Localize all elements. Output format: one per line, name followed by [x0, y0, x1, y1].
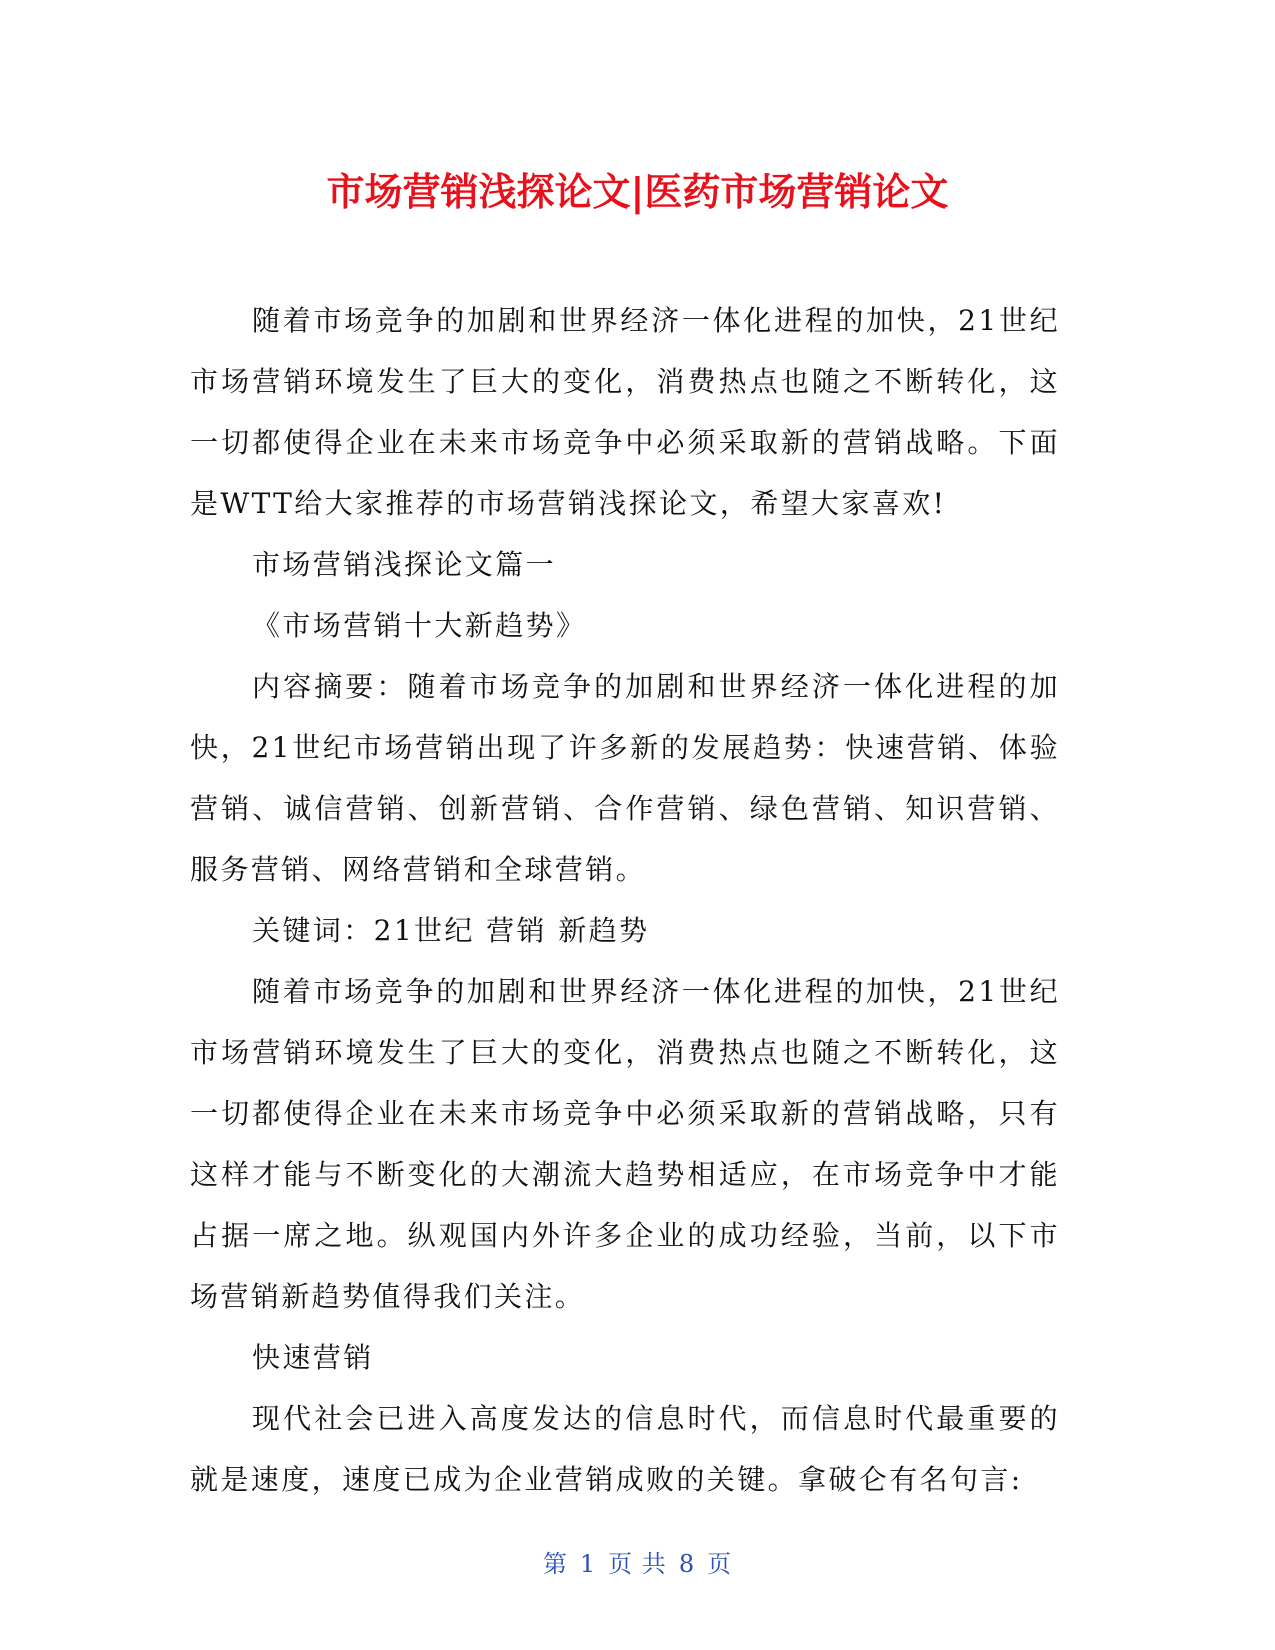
paragraph-keywords: 关键词：21世纪 营销 新趋势	[252, 914, 650, 947]
footer-total-pages: 8	[678, 1550, 696, 1578]
article-title: 《市场营销十大新趋势》	[252, 609, 587, 642]
footer-current-page: 1	[579, 1550, 597, 1578]
section-heading: 市场营销浅探论文篇一	[252, 548, 557, 581]
footer-middle: 页 共	[608, 1550, 667, 1578]
paragraph-intro: 随着市场竞争的加剧和世界经济一体化进程的加快，21世纪市场营销环境发生了巨大的变化，消费热点也随之不断转化，这一切都使得企业在未来市场竞争中必须采取新的营销战略。下面是WTT给大家推荐的市场营销浅探论文，希望大家喜欢!	[190, 304, 1060, 520]
footer-prefix: 第	[542, 1550, 568, 1578]
paragraph-body: 随着市场竞争的加剧和世界经济一体化进程的加快，21世纪市场营销环境发生了巨大的变化，消费热点也随之不断转化，这一切都使得企业在未来市场竞争中必须采取新的营销战略，只有这样才能与不断变化的大潮流大趋势相适应，在市场竞争中才能占据一席之地。纵观国内外许多企业的成功经验，当前，以下市场营销新趋势值得我们关注。	[190, 975, 1060, 1313]
paragraph-abstract: 内容摘要：随着市场竞争的加剧和世界经济一体化进程的加快，21世纪市场营销出现了许多新的发展趋势：快速营销、体验营销、诚信营销、创新营销、合作营销、绿色营销、知识营销、服务营销、网络营销和全球营销。	[190, 670, 1060, 886]
document-body	[190, 290, 1060, 1510]
document-title: 市场营销浅探论文|医药市场营销论文	[326, 170, 949, 214]
subheading-fast-marketing: 快速营销	[252, 1341, 374, 1374]
footer-suffix: 页	[707, 1550, 733, 1578]
paragraph-fast-marketing: 现代社会已进入高度发达的信息时代，而信息时代最重要的就是速度，速度已成为企业营销成败的关键。拿破仑有名句言:	[190, 1402, 1060, 1496]
page-footer	[0, 1548, 1275, 1580]
